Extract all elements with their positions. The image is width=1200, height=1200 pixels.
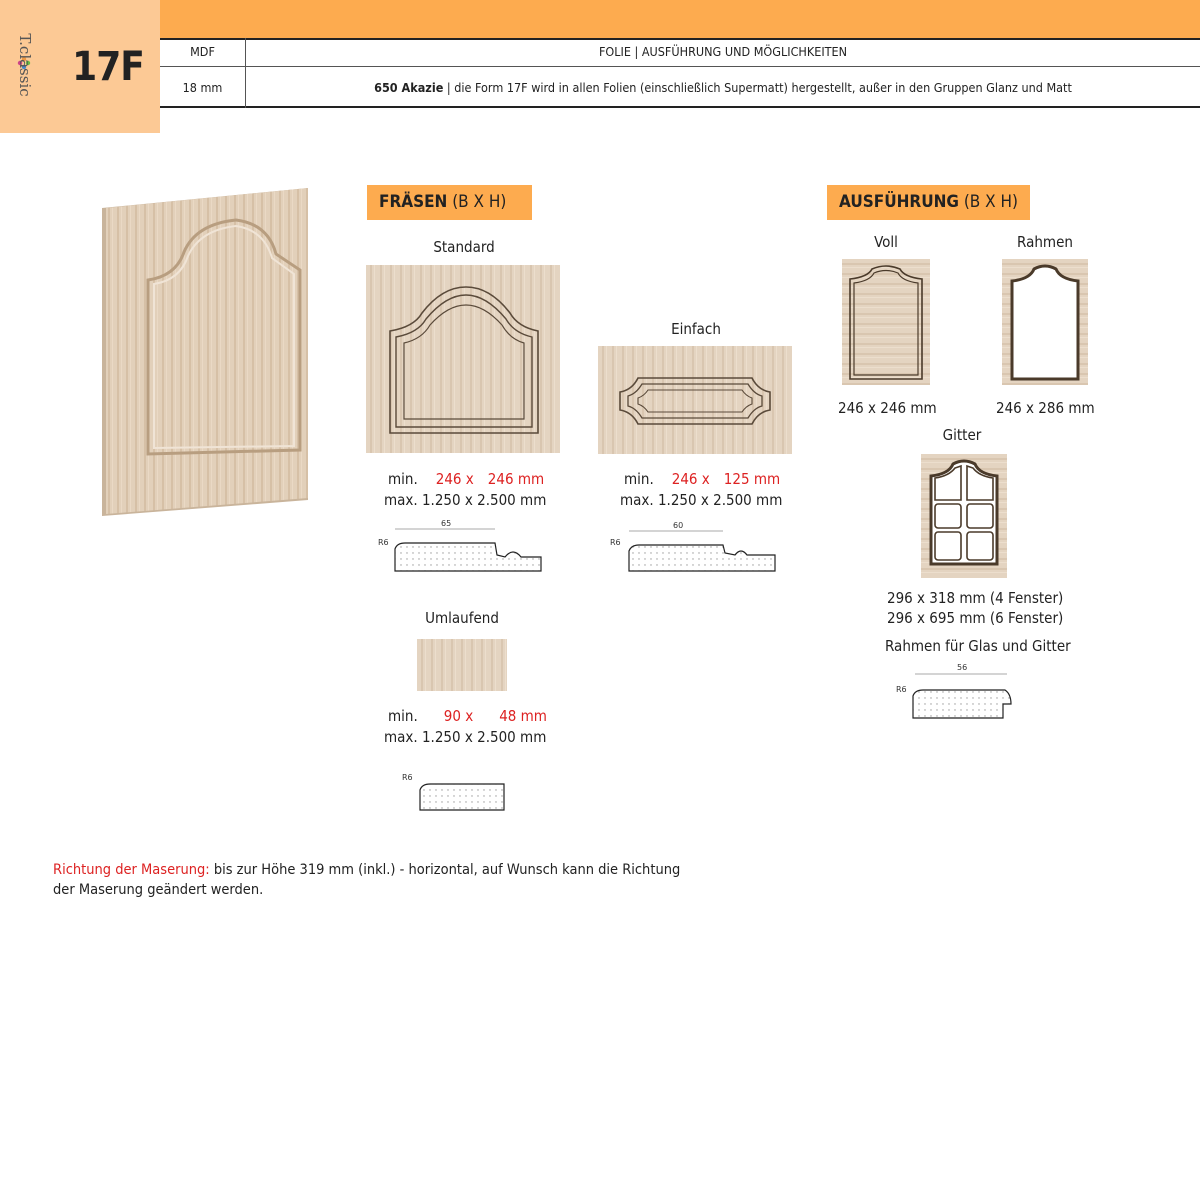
umlaufend-label: Umlaufend	[425, 609, 499, 627]
standard-label: Standard	[433, 238, 495, 256]
standard-min	[388, 470, 544, 488]
rahmen-label: Rahmen	[1017, 233, 1073, 251]
header-bar	[160, 0, 1200, 38]
grain-direction-text: bis zur Höhe 319 mm (inkl.) - horizontal, auf Wunsch kann die Richtung	[209, 862, 681, 878]
folie-name: 650 Akazie	[374, 80, 444, 95]
model-number: 17F	[72, 44, 144, 90]
glas-profile-label: Rahmen für Glas und Gitter	[885, 637, 1071, 655]
einfach-min-width: 246 x	[671, 470, 710, 488]
standard-min-width: 246 x	[435, 470, 474, 488]
ausfuehrung-section-tag	[827, 185, 1030, 220]
standard-milling-image	[366, 265, 562, 455]
header-divider	[160, 38, 1200, 40]
voll-door-image	[842, 259, 932, 387]
umlaufend-profile-drawing	[398, 770, 510, 814]
umlaufend-min	[388, 707, 547, 725]
einfach-label: Einfach	[671, 320, 721, 338]
umlaufend-min-width: 90 x	[443, 707, 474, 725]
brand-logo	[10, 28, 38, 108]
grain-direction-heading: Richtung der Maserung:	[53, 862, 210, 878]
ausfuehrung-tag-suffix: (B X H)	[958, 192, 1018, 212]
glas-profile-radius: R6	[896, 685, 907, 694]
einfach-milling-image	[598, 346, 794, 456]
gitter-dimensions-6: 296 x 695 mm (6 Fenster)	[887, 609, 1064, 627]
einfach-profile-radius: R6	[610, 538, 621, 547]
door-product-image	[96, 184, 312, 520]
voll-dimensions: 246 x 246 mm	[838, 399, 937, 417]
brand-name: T.classic	[16, 33, 34, 97]
einfach-max: max. 1.250 x 2.500 mm	[620, 491, 783, 509]
fraesen-tag-title: FRÄSEN	[379, 192, 448, 212]
standard-profile-drawing	[375, 515, 550, 577]
folie-description	[246, 80, 1200, 95]
folie-header: FOLIE | AUSFÜHRUNG UND MÖGLICHKEITEN	[598, 44, 848, 59]
einfach-min	[624, 470, 780, 488]
einfach-profile-drawing	[607, 515, 782, 577]
standard-profile-radius: R6	[378, 538, 389, 547]
einfach-profile-width: 60	[673, 521, 684, 530]
header-divider	[160, 106, 1200, 108]
standard-max: max. 1.250 x 2.500 mm	[384, 491, 547, 509]
grain-direction-note	[53, 860, 753, 900]
gitter-label: Gitter	[942, 426, 982, 444]
folie-description-text: | die Form 17F wird in allen Folien (einschließlich Supermatt) hergestellt, außer in den Gruppen Glanz und Matt	[443, 80, 1072, 95]
gitter-dimensions-4: 296 x 318 mm (4 Fenster)	[887, 589, 1064, 607]
einfach-min-prefix: min.	[624, 470, 654, 488]
rahmen-door-image	[1002, 259, 1090, 387]
material-header: MDF	[190, 44, 215, 59]
grain-direction-text-2: der Maserung geändert werden.	[53, 882, 264, 898]
umlaufend-milling-image	[417, 639, 509, 693]
glas-profile-width: 56	[957, 663, 968, 672]
ausfuehrung-tag-title: AUSFÜHRUNG	[839, 192, 959, 212]
einfach-min-height: 125 mm	[723, 470, 781, 488]
fraesen-section-tag	[367, 185, 532, 220]
gitter-door-image	[921, 454, 1009, 580]
umlaufend-min-prefix: min.	[388, 707, 418, 725]
header-divider	[160, 66, 1200, 67]
umlaufend-min-height: 48 mm	[499, 707, 547, 725]
standard-min-height: 246 mm	[487, 470, 545, 488]
fraesen-tag-suffix: (B X H)	[447, 192, 507, 212]
standard-profile-width: 65	[441, 519, 452, 528]
rahmen-dimensions: 246 x 286 mm	[996, 399, 1095, 417]
voll-label: Voll	[874, 233, 898, 251]
thickness-value: 18 mm	[182, 80, 223, 95]
umlaufend-profile-radius: R6	[402, 773, 413, 782]
umlaufend-max: max. 1.250 x 2.500 mm	[384, 728, 547, 746]
glas-profile-drawing	[893, 660, 1023, 724]
standard-min-prefix: min.	[388, 470, 418, 488]
